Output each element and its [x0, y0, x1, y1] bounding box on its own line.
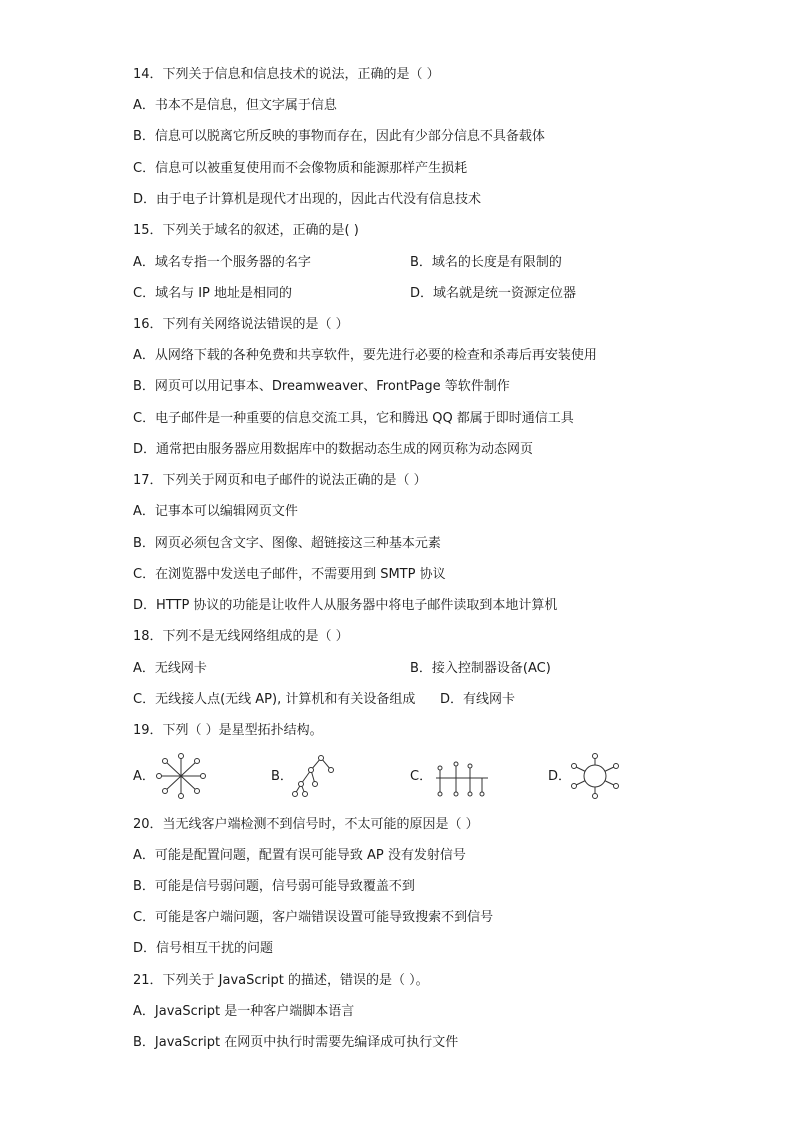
question-15-option-c: C．域名与 IP 地址是相同的 [133, 286, 293, 301]
question-15-stem: 15．下列关于域名的叙述，正确的是( ) [133, 223, 359, 238]
question-19-option-c [410, 752, 500, 800]
question-16-option-a: A．从网络下载的各种免费和共享软件，要先进行必要的检查和杀毒后再安装使用 [133, 348, 597, 363]
question-18-option-d: D．有线网卡 [440, 692, 516, 707]
question-21-option-b: B．JavaScript 在网页中执行时需要先编译成可执行文件 [133, 1035, 459, 1050]
question-15-option-b: B．域名的长度是有限制的 [410, 255, 562, 270]
question-19-option-d-label: D． [548, 769, 572, 784]
question-16-stem: 16．下列有关网络说法错误的是（ ） [133, 317, 349, 332]
question-20-option-c: C．可能是客户端问题，客户端错误设置可能导致搜索不到信号 [133, 910, 494, 925]
star-with-central-node-icon [151, 752, 211, 800]
tree-topology-icon [289, 752, 339, 800]
question-14-option-b: B．信息可以脱离它所反映的事物而存在，因此有少部分信息不具备载体 [133, 129, 545, 144]
question-21-option-a: A．JavaScript 是一种客户端脚本语言 [133, 1004, 355, 1019]
question-18-option-b: B．接入控制器设备(AC) [410, 661, 551, 676]
question-19-option-a-label: A． [133, 769, 155, 784]
question-14-option-d: D．由于电子计算机是现代才出现的，因此古代没有信息技术 [133, 192, 482, 207]
question-16-option-c: C．电子邮件是一种重要的信息交流工具，它和腾迅 QQ 都属于即时通信工具 [133, 411, 574, 426]
bus-topology-icon [432, 752, 492, 800]
question-19-option-b-label: B． [271, 769, 293, 784]
question-15-option-d: D．域名就是统一资源定位器 [410, 286, 577, 301]
question-21-stem: 21．下列关于 JavaScript 的描述，错误的是（ ）。 [133, 973, 429, 988]
question-20-option-b: B．可能是信号弱问题，信号弱可能导致覆盖不到 [133, 879, 415, 894]
ring-with-spokes-topology-icon [568, 752, 622, 800]
question-14-option-a: A．书本不是信息，但文字属于信息 [133, 98, 337, 113]
question-19-option-d [548, 752, 638, 800]
question-14-stem: 14．下列关于信息和信息技术的说法，正确的是（ ） [133, 67, 440, 82]
question-20-stem: 20．当无线客户端检测不到信号时，不太可能的原因是（ ） [133, 817, 479, 832]
question-17-option-a: A．记事本可以编辑网页文件 [133, 504, 298, 519]
question-20-option-a: A．可能是配置问题，配置有误可能导致 AP 没有发射信号 [133, 848, 466, 863]
question-17-option-c: C．在浏览器中发送电子邮件，不需要用到 SMTP 协议 [133, 567, 446, 582]
question-19-option-c-label: C． [410, 769, 433, 784]
question-15-option-a: A．域名专指一个服务器的名字 [133, 255, 311, 270]
question-18-stem: 18．下列不是无线网络组成的是（ ） [133, 629, 349, 644]
question-18-option-c: C．无线接人点(无线 AP), 计算机和有关设备组成 [133, 692, 416, 707]
question-19-option-b [271, 752, 351, 800]
question-14-option-c: C．信息可以被重复使用而不会像物质和能源那样产生损耗 [133, 161, 468, 176]
question-17-option-b: B．网页必须包含文字、图像、超链接这三种基本元素 [133, 536, 441, 551]
question-19-option-a [133, 752, 213, 800]
question-16-option-b: B．网页可以用记事本、Dreamweaver、FrontPage 等软件制作 [133, 379, 510, 394]
question-19-stem: 19．下列（ ）是星型拓扑结构。 [133, 723, 323, 738]
question-17-stem: 17．下列关于网页和电子邮件的说法正确的是（ ） [133, 473, 427, 488]
question-18-option-a: A．无线网卡 [133, 661, 207, 676]
question-17-option-d: D．HTTP 协议的功能是让收件人从服务器中将电子邮件读取到本地计算机 [133, 598, 558, 613]
question-16-option-d: D．通常把由服务器应用数据库中的数据动态生成的网页称为动态网页 [133, 442, 534, 457]
question-20-option-d: D．信号相互干扰的问题 [133, 941, 274, 956]
